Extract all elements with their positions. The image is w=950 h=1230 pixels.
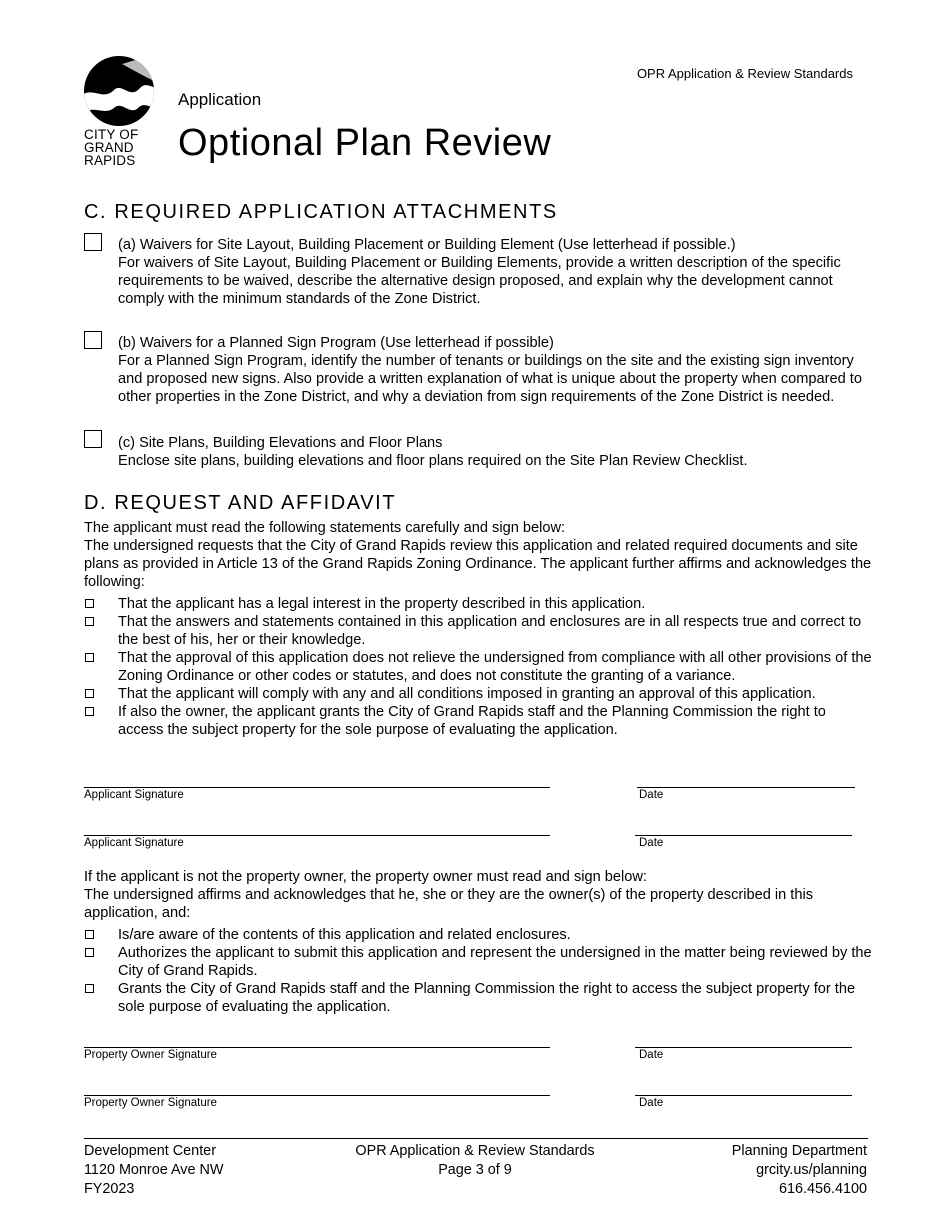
owner-signature-line-1[interactable] bbox=[84, 1047, 550, 1048]
owner-signature-label: Property Owner Signature bbox=[84, 1049, 217, 1061]
attachment-c-heading: (c) Site Plans, Building Elevations and Floor Plans bbox=[118, 435, 443, 451]
attachment-b-checkbox[interactable] bbox=[84, 331, 102, 349]
date-label: Date bbox=[639, 789, 664, 801]
logo-text-line: RAPIDS bbox=[84, 153, 136, 168]
footer-department: Development Center bbox=[84, 1143, 216, 1159]
footer-website[interactable]: grcity.us/planning bbox=[756, 1162, 867, 1178]
attachment-b bbox=[118, 334, 868, 406]
section-c-title: C. REQUIRED APPLICATION ATTACHMENTS bbox=[84, 201, 558, 223]
applicant-signature-label: Applicant Signature bbox=[84, 789, 184, 801]
owner-signature-label: Property Owner Signature bbox=[84, 1097, 217, 1109]
owner-instructions bbox=[84, 868, 874, 922]
attachment-c-checkbox[interactable] bbox=[84, 430, 102, 448]
footer-right bbox=[732, 1142, 867, 1199]
applicant-date-line-2[interactable] bbox=[635, 835, 852, 836]
date-label: Date bbox=[639, 837, 664, 849]
footer-phone: 616.456.4100 bbox=[778, 1181, 867, 1197]
owner-date-line-2[interactable] bbox=[635, 1095, 852, 1096]
checkbox-icon bbox=[85, 599, 94, 608]
date-label: Date bbox=[639, 1049, 664, 1061]
applicant-signature-line-2[interactable] bbox=[84, 835, 550, 836]
footer-page-number: Page 3 of 9 bbox=[438, 1162, 512, 1178]
attachment-c bbox=[118, 434, 868, 470]
owner-heading: If the applicant is not the property owner, the property owner must read and sign below: bbox=[84, 869, 647, 885]
checkbox-icon bbox=[85, 707, 94, 716]
attachment-a-checkbox[interactable] bbox=[84, 233, 102, 251]
applicant-date-line-1[interactable] bbox=[637, 787, 855, 788]
applicant-statements bbox=[84, 595, 874, 739]
checkbox-icon bbox=[85, 948, 94, 957]
applicant-heading: The applicant must read the following statements carefully and sign below: bbox=[84, 520, 566, 536]
footer-planning-dept: Planning Department bbox=[731, 1143, 867, 1159]
logo-text-line: CITY OF bbox=[84, 127, 139, 142]
list-item: Authorizes the applicant to submit this application and represent the undersigned in the matter being reviewed by the City of Grand Rapids. bbox=[84, 944, 874, 980]
owner-intro: The undersigned affirms and acknowledges that he, she or they are the owner(s) of the property described in this application, and: bbox=[84, 887, 814, 921]
list-item: That the approval of this application does not relieve the undersigned from compliance with all other provisions of the Zoning Ordinance or other codes or statutes, and does not constitute the granting of a variance. bbox=[84, 649, 874, 685]
list-item: That the applicant will comply with any and all conditions imposed in granting an approval of this application. bbox=[84, 685, 874, 703]
application-label: Application bbox=[178, 90, 262, 109]
list-item: That the applicant has a legal interest in the property described in this application. bbox=[84, 595, 874, 613]
footer-fiscal-year: FY2023 bbox=[84, 1181, 135, 1197]
attachment-b-body: For a Planned Sign Program, identify the number of tenants or buildings on the site and the existing sign inventory and proposed new signs. Also provide a written explanation of what is unique about the property when compared to other properties in the Zone District, and why a deviation from sign requirements of the Zone District is needed. bbox=[118, 353, 862, 405]
date-label: Date bbox=[639, 1097, 664, 1109]
attachment-c-body: Enclose site plans, building elevations and floor plans required on the Site Plan Review Checklist. bbox=[118, 453, 748, 469]
attachment-a bbox=[118, 236, 868, 308]
owner-date-line-1[interactable] bbox=[635, 1047, 852, 1048]
attachment-a-note: (Use letterhead if possible.) bbox=[553, 237, 736, 253]
list-item: Is/are aware of the contents of this application and related enclosures. bbox=[84, 926, 874, 944]
list-item: Grants the City of Grand Rapids staff and the Planning Commission the right to access the subject property for the sole purpose of evaluating the application. bbox=[84, 980, 874, 1016]
footer-divider bbox=[84, 1138, 868, 1139]
owner-statements bbox=[84, 926, 874, 1016]
footer-doc-title: OPR Application & Review Standards bbox=[355, 1143, 595, 1159]
checkbox-icon bbox=[85, 930, 94, 939]
applicant-signature-line-1[interactable] bbox=[84, 787, 550, 788]
applicant-instructions bbox=[84, 519, 874, 591]
attachment-a-body: For waivers of Site Layout, Building Placement or Building Elements, provide a written description of the specific requirements to be waived, describe the alternative design proposed, and explain why the development cannot comply with the minimum standards of the Zone District. bbox=[118, 255, 841, 307]
attachment-b-note: (Use letterhead if possible) bbox=[376, 335, 554, 351]
owner-signature-line-2[interactable] bbox=[84, 1095, 550, 1096]
page-title: Optional Plan Review bbox=[178, 122, 552, 164]
applicant-intro: The undersigned requests that the City of Grand Rapids review this application and related required documents and site plans as provided in Article 13 of the Grand Rapids Zoning Ordinance. The applicant further affirms and acknowledges the following: bbox=[84, 538, 872, 590]
checkbox-icon bbox=[85, 689, 94, 698]
running-header: OPR Application & Review Standards bbox=[636, 66, 853, 81]
footer-address: 1120 Monroe Ave NW bbox=[84, 1162, 224, 1178]
checkbox-icon bbox=[85, 617, 94, 626]
city-logo-icon bbox=[82, 54, 156, 128]
list-item: If also the owner, the applicant grants the City of Grand Rapids staff and the Planning Commission the right to access the subject property for the sole purpose of evaluating the application. bbox=[84, 703, 874, 739]
attachment-b-heading: (b) Waivers for a Planned Sign Program bbox=[118, 335, 377, 351]
attachment-a-heading: (a) Waivers for Site Layout, Building Placement or Building Element bbox=[118, 237, 554, 253]
list-item: That the answers and statements contained in this application and enclosures are in all respects true and correct to the best of his, her or their knowledge. bbox=[84, 613, 874, 649]
applicant-signature-label: Applicant Signature bbox=[84, 837, 184, 849]
checkbox-icon bbox=[85, 653, 94, 662]
section-d-title: D. REQUEST AND AFFIDAVIT bbox=[84, 492, 397, 514]
checkbox-icon bbox=[85, 984, 94, 993]
logo-wordmark bbox=[84, 128, 138, 167]
logo-text-line: GRAND bbox=[84, 140, 134, 155]
